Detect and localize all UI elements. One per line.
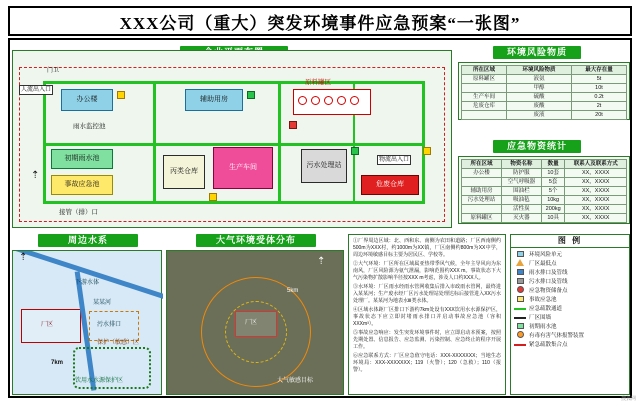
legend-label: 有毒有害气体报警装置 [529, 333, 585, 339]
cell-area [462, 84, 507, 93]
cell-area [462, 205, 502, 214]
table-row [462, 111, 627, 120]
legend-line-green-icon [514, 305, 526, 314]
building-hazardous-waste-warehouse: 危废仓库 [361, 175, 419, 195]
cell-substance: 废液 [507, 111, 572, 120]
road-h-mid [43, 143, 425, 146]
legend-item [511, 260, 629, 269]
risk-col-area: 所在区域 [462, 66, 507, 75]
cell-name: 围油栏 [501, 187, 541, 196]
tank-icon-4 [337, 96, 346, 105]
label-plant-area: 厂区 [41, 322, 54, 328]
text-line-2: ②大气环境：厂区所在区域属亚热带季风气候，全年主导风向为东南风，厂区风险源为氨气泄漏，影响范围约XXX m。事故状态下大气污染物扩散影响半径按XXX m考虑，涉及人口约XXX人。 [353, 261, 501, 281]
cell-contact: XX，XXXX [565, 196, 627, 205]
tank-icon-1 [298, 96, 307, 105]
river-line [13, 251, 163, 304]
legend-label: 初期雨水池 [529, 324, 557, 330]
table-row [462, 102, 627, 111]
cell-area: 原料罐区 [462, 214, 502, 223]
text-line-3: ③水环境：厂区雨水经雨水管网收集后排入市政雨水管网，最终进入某某河；生产废水经厂区污水处理站处理达标后接管进入XX污水处理厂。某某河为地表水Ⅲ类水体。 [353, 284, 501, 304]
table-row [462, 187, 627, 196]
sup-col-qty: 数量 [541, 160, 565, 169]
road-v-mid1 [153, 81, 156, 204]
legend-item [511, 314, 629, 323]
cell-area: 污水处理站 [462, 196, 502, 205]
text-line-4: ④区域水体距厂区排口下游约7km处设有XXX饮用水水源保护区，事故状态下应立即封堵雨水排口并启动事故应急池（容积XXXm³）。 [353, 307, 501, 327]
cell-qty: 5个 [541, 187, 565, 196]
table-row [462, 93, 627, 102]
label-radius: 5km [287, 288, 299, 294]
tank-icon-5 [350, 96, 359, 105]
legend-item [511, 269, 629, 278]
road-v-right [422, 81, 425, 204]
label-tank-farm: 原料罐区 [305, 79, 331, 86]
section-header-water-map: 周边水系 [38, 234, 138, 247]
legend-panel [510, 234, 630, 395]
legend-square-yellow-icon [514, 296, 526, 306]
legend-label: 事故应急池 [529, 297, 557, 303]
table-row [462, 178, 627, 187]
cell-qty: 10具 [541, 214, 565, 223]
cell-substance: 液氨 [507, 75, 572, 84]
cell-area: 危废仓库 [462, 102, 507, 111]
poster-title-bar [8, 6, 632, 36]
table-header-row [462, 160, 627, 169]
text-line-6: ⑥应急联系方式：厂区应急值守电话：XXX-XXXXXXX；当地生态环境局：XXX-XXXXXXX；119（火警）；120（急救）；110（报警）。 [353, 353, 501, 373]
cell-contact: XX，XXXX [565, 178, 627, 187]
cell-area: 辅助用房 [462, 187, 502, 196]
legend-label: 厂区最低点 [529, 261, 557, 267]
marker-monitor-1 [351, 147, 359, 155]
label-discharge-point: 接管（排）口 [59, 209, 98, 216]
table-row [462, 75, 627, 84]
risk-substances-table [461, 65, 627, 120]
legend-label: 应急疏散通道 [529, 306, 563, 312]
emergency-supplies-table [461, 159, 627, 223]
marker-supply-point-1 [117, 91, 125, 99]
tank-icon-3 [324, 96, 333, 105]
legend-item [511, 305, 629, 314]
label-protection-zone: 饮用水水源保护区 [75, 378, 124, 384]
label-outfall: 污水排口 [97, 322, 122, 328]
marker-supply-point-2 [247, 91, 255, 99]
text-line-5: ⑤事故应急响应：发生突发环境事件时，应立即启动本预案，按照先期处置、信息报告、应急监测、污染控制、应急终止的程序开展工作。 [353, 330, 501, 350]
label-distance: 7km [51, 360, 64, 366]
building-auxiliary: 辅助用房 [185, 89, 243, 111]
north-arrow-plant: ⇡ [31, 170, 40, 181]
legend-item [511, 323, 629, 332]
label-river: 某某河 [93, 300, 112, 306]
cell-qty: 10套 [541, 169, 565, 178]
legend-label: 应急物资储备点 [529, 288, 568, 294]
label-rain-monitor-pond: 雨水监控池 [73, 123, 106, 130]
table-row [462, 196, 627, 205]
north-arrow-water-map: ⇡ [19, 252, 28, 263]
cell-name: 吸油毡 [501, 196, 541, 205]
road-h-top [43, 81, 425, 84]
table-row [462, 84, 627, 93]
north-arrow-air-map: ⇡ [317, 256, 326, 267]
legend-title: 图 例 [511, 235, 629, 248]
building-office: 办公楼 [61, 89, 113, 111]
cell-name: 防护服 [501, 169, 541, 178]
situation-description-text [348, 234, 506, 395]
cell-qty: 10kg [541, 196, 565, 205]
cell-area: 原料罐区 [462, 75, 507, 84]
section-header-air-map: 大气环境受体分布 [196, 234, 316, 247]
label-air-receptor: 大气敏感目标 [277, 378, 314, 384]
legend-label: 雨水排口及管线 [529, 270, 568, 276]
risk-substances-table-box [458, 62, 630, 120]
gate-marker-top: 门卫 [47, 68, 60, 74]
tank-icon-2 [311, 96, 320, 105]
table-row [462, 169, 627, 178]
air-receptor-map [166, 250, 344, 395]
cell-name: 空气呼吸器 [501, 178, 541, 187]
cell-name: 活性炭 [501, 205, 541, 214]
cell-contact: XX，XXXX [565, 187, 627, 196]
legend-item [511, 341, 629, 350]
cell-contact: XX，XXXX [565, 169, 627, 178]
cell-name: 灭火器 [501, 214, 541, 223]
label-sensitive-area: 保护（敏感）区 [97, 340, 140, 346]
gate-people: 人流出入口 [21, 87, 52, 93]
marker-supply-point-4 [423, 147, 431, 155]
label-upstream-water: 下游水体 [75, 280, 100, 286]
building-production-workshop: 生产车间 [213, 147, 273, 189]
risk-col-amount: 最大存在量 [571, 66, 626, 75]
cell-qty: 200kg [541, 205, 565, 214]
cell-contact: XX，XXXX [565, 214, 627, 223]
building-warehouse-c: 丙类仓库 [163, 155, 205, 189]
legend-label: 环境风险单元 [529, 252, 563, 258]
cell-area: 办公楼 [462, 169, 502, 178]
marker-supply-point-3 [209, 193, 217, 201]
sup-col-name: 物资名称 [501, 160, 541, 169]
road-h-bottom [43, 201, 425, 204]
cell-area [462, 178, 502, 187]
building-initial-rain-pond: 初期雨水池 [51, 149, 113, 169]
legend-item [511, 278, 629, 287]
cell-amount: 0.2t [571, 93, 626, 102]
plant-layout-panel [12, 50, 452, 228]
cell-area: 生产车间 [462, 93, 507, 102]
road-v-mid2 [278, 81, 281, 204]
sup-col-area: 所在区域 [462, 160, 502, 169]
table-header-row [462, 66, 627, 75]
section-header-supplies: 应急物资统计 [493, 140, 581, 153]
surrounding-water-map [12, 250, 162, 395]
road-v-left [43, 81, 46, 204]
gate-logistics: 物流出入口 [379, 157, 410, 163]
legend-label: 厂区围墙 [529, 315, 552, 321]
cell-amount: 2t [571, 102, 626, 111]
cell-qty: 5套 [541, 178, 565, 187]
legend-label: 污水排口及管线 [529, 279, 568, 285]
page-title: XXX公司（重大）突发环境事件应急预案“一张图” [119, 13, 521, 33]
cell-area [462, 111, 507, 120]
legend-line-red-icon [514, 341, 526, 350]
legend-item [511, 251, 629, 260]
cell-substance: 废酸 [507, 102, 572, 111]
legend-item [511, 287, 629, 296]
table-row [462, 214, 627, 223]
emergency-supplies-table-box [458, 156, 630, 224]
legend-label: 紧急疏散集合点 [529, 342, 568, 348]
cell-substance: 硫酸 [507, 93, 572, 102]
cell-amount: 5t [571, 75, 626, 84]
watermark: 搜狐网 [620, 396, 636, 402]
risk-col-substance: 环境风险物质 [507, 66, 572, 75]
cell-substance: 甲醇 [507, 84, 572, 93]
legend-item [511, 332, 629, 341]
marker-alarm-1 [289, 121, 297, 129]
cell-contact: XX，XXXX [565, 205, 627, 214]
sup-col-contact: 联系人及联系方式 [565, 160, 627, 169]
text-line-1: ①厂界周边区域：北、西和东、南侧为农田和道路；厂区西南侧约500m为XXX村，约1000m为XX镇，厂区南侧约800m为XX中学，周边环境敏感目标主要为居民区、学校等。 [353, 238, 501, 258]
legend-item [511, 296, 629, 305]
building-wastewater-station: 污水处理站 [301, 149, 347, 183]
section-header-risk: 环境风险物质 [493, 46, 581, 59]
label-plant-air: 厂区 [245, 320, 258, 326]
table-row [462, 205, 627, 214]
cell-amount: 20t [571, 111, 626, 120]
building-accident-pond: 事故应急池 [51, 175, 113, 195]
cell-amount: 10t [571, 84, 626, 93]
